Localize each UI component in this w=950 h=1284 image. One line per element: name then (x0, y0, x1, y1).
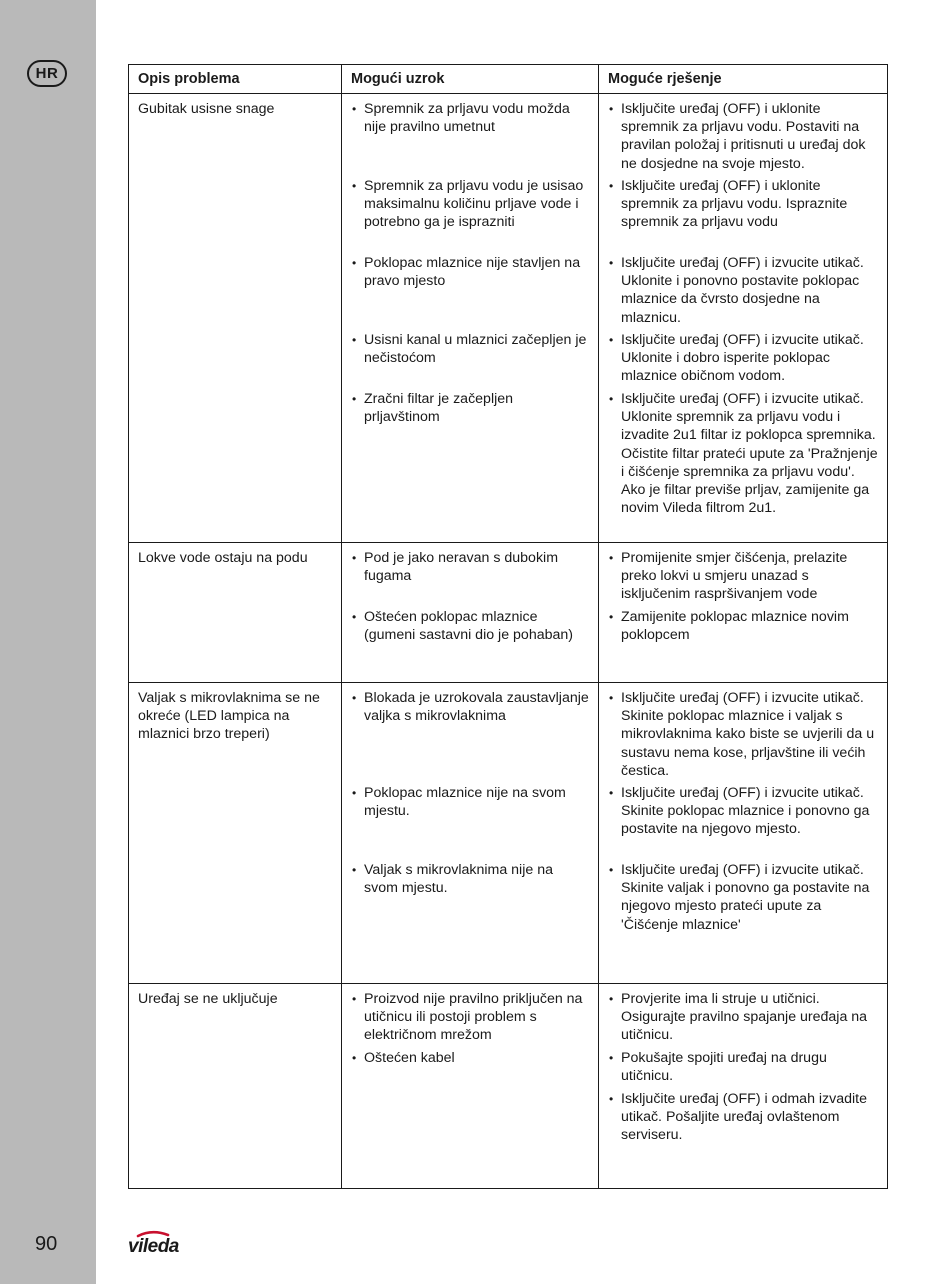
cause-item: • Proizvod nije pravilno priključen na utičnicu ili postoji problem s električnom mrežom (351, 990, 589, 1049)
solution-item: • Isključite uređaj (OFF) i izvucite utikač. Skinite poklopac mlaznice i valjak s mikrovlaknima kako biste se uvjerili da u sustavu nema kose, prljavštine ili većih čestica. (608, 689, 878, 784)
cause-cell (342, 984, 599, 1189)
problem-cell: Uređaj se ne uključuje (129, 984, 342, 1189)
table-row (129, 984, 888, 1189)
troubleshooting-table (128, 64, 888, 1189)
solution-cell (599, 984, 888, 1189)
solution-item: • Pokušajte spojiti uređaj na drugu utičnicu. (608, 1049, 878, 1090)
solution-cell (599, 683, 888, 984)
logo-wordmark: vileda (128, 1236, 179, 1256)
solution-item: • Isključite uređaj (OFF) i izvucite utikač. Uklonite i ponovno postavite poklopac mlaznice da čvrsto dosjedne na mlaznicu. (608, 254, 878, 331)
cause-item: • Poklopac mlaznice nije na svom mjestu. (351, 784, 589, 861)
solution-item: • Isključite uređaj (OFF) i izvucite utikač. Skinite valjak i ponovno ga postavite na njegovo mjesto prateći upute za 'Čišćenje mlaznice' (608, 861, 878, 934)
cause-item: • Blokada je uzrokovala zaustavljanje valjka s mikrovlaknima (351, 689, 589, 784)
cause-item: • Zračni filtar je začepljen prljavštinom (351, 390, 589, 426)
header-cause: Mogući uzrok (342, 65, 599, 94)
vileda-logo (128, 1230, 198, 1261)
page-number: 90 (35, 1233, 58, 1255)
solution-cell (599, 94, 888, 543)
solution-cell (599, 543, 888, 683)
solution-item: • Promijenite smjer čišćenja, prelazite preko lokvi u smjeru unazad s isključenim raspršivanjem vode (608, 549, 878, 608)
problem-cell: Lokve vode ostaju na podu (129, 543, 342, 683)
language-badge: HR (27, 60, 67, 87)
problem-cell: Gubitak usisne snage (129, 94, 342, 543)
cause-item: • Oštećen poklopac mlaznice (gumeni sastavni dio je pohaban) (351, 608, 589, 644)
solution-item: • Isključite uređaj (OFF) i izvucite utikač. Skinite poklopac mlaznice i ponovno ga postavite na njegovo mjesto. (608, 784, 878, 861)
table-row (129, 683, 888, 984)
header-problem: Opis problema (129, 65, 342, 94)
problem-cell: Valjak s mikrovlaknima se ne okreće (LED lampica na mlaznici brzo treperi) (129, 683, 342, 984)
cause-cell (342, 683, 599, 984)
cause-item: • Poklopac mlaznice nije stavljen na pravo mjesto (351, 254, 589, 331)
cause-cell (342, 94, 599, 543)
troubleshooting-table-container (128, 64, 887, 1189)
solution-item: • Provjerite ima li struje u utičnici. Osigurajte pravilno spajanje uređaja na utičnicu. (608, 990, 878, 1049)
cause-item: • Pod je jako neravan s dubokim fugama (351, 549, 589, 608)
table-header-row (129, 65, 888, 94)
table-row (129, 94, 888, 543)
solution-item: • Isključite uređaj (OFF) i izvucite utikač. Uklonite spremnik za prljavu vodu i izvadite 2u1 filtar iz poklopca spremnika. Očistite filtar prateći upute za 'Pražnjenje i čišćenje spremnika za prljavu vodu'. Ako je filtar previše prljav, zamijenite ga novim Vileda filtrom 2u1. (608, 390, 878, 517)
solution-item: • Isključite uređaj (OFF) i uklonite spremnik za prljavu vodu. Postaviti na pravilan položaj i pritisnuti u uređaj dok ne dosjedne na svoje mjesto. (608, 100, 878, 177)
header-solution: Moguće rješenje (599, 65, 888, 94)
solution-item: • Isključite uređaj (OFF) i izvucite utikač. Uklonite i dobro isperite poklopac mlaznice običnom vodom. (608, 331, 878, 390)
cause-item: • Valjak s mikrovlaknima nije na svom mjestu. (351, 861, 589, 897)
solution-item: • Isključite uređaj (OFF) i uklonite spremnik za prljavu vodu. Ispraznite spremnik za prljavu vodu (608, 177, 878, 254)
cause-item: • Oštećen kabel (351, 1049, 589, 1067)
cause-item: • Spremnik za prljavu vodu možda nije pravilno umetnut (351, 100, 589, 177)
solution-item: • Zamijenite poklopac mlaznice novim poklopcem (608, 608, 878, 644)
cause-item: • Usisni kanal u mlaznici začepljen je nečistoćom (351, 331, 589, 390)
table-row (129, 543, 888, 683)
solution-item: • Isključite uređaj (OFF) i odmah izvadite utikač. Pošaljite uređaj ovlaštenom serviseru. (608, 1090, 878, 1145)
cause-item: • Spremnik za prljavu vodu je usisao maksimalnu količinu prljave vode i potrebno ga je isprazniti (351, 177, 589, 254)
cause-cell (342, 543, 599, 683)
page-margin-band (0, 0, 96, 1284)
